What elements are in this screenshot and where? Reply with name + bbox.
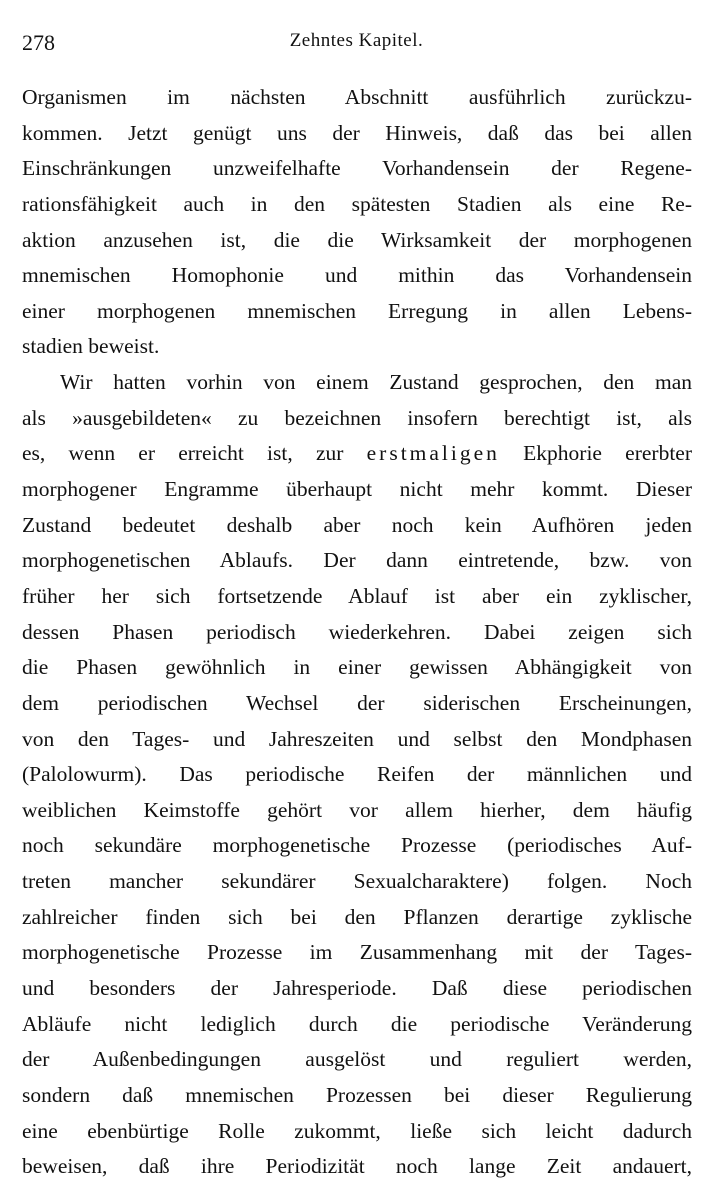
text-line: Wir hatten vorhin von einem Zustand gesprochen, den man [60, 370, 692, 395]
text-line: einer morphogenen mnemischen Erregung in allen Lebens- [22, 298, 692, 323]
text-line: zahlreicher finden sich bei den Pflanzen derartige zyklische [22, 904, 692, 929]
page-number: 278 [22, 30, 55, 55]
text-line: dem periodischen Wechsel der siderischen Erscheinungen, [22, 690, 692, 715]
spaced-emphasis: erstmaligen [366, 441, 500, 466]
text-line: von den Tages- und Jahreszeiten und selbst den Mondphasen [22, 726, 692, 751]
text-line: rationsfähigkeit auch in den spätesten Stadien als eine Re- [22, 191, 692, 216]
text-line: Organismen im nächsten Abschnitt ausführlich zurückzu- [22, 85, 692, 109]
paragraph-1 [22, 80, 692, 365]
text-line-with-emphasis [22, 436, 692, 472]
text-line: morphogenetische Prozesse im Zusammenhang mit der Tages- [22, 940, 692, 965]
text-line: treten mancher sekundärer Sexualcharaktere) folgen. Noch [22, 869, 692, 894]
text-line: (Palolowurm). Das periodische Reifen der männlichen und [22, 762, 692, 787]
text-line: morphogener Engramme überhaupt nicht mehr kommt. Dieser [22, 477, 692, 502]
text-line: eine ebenbürtige Rolle zukommt, ließe sich leicht dadurch [22, 1118, 692, 1143]
text-line: früher her sich fortsetzende Ablauf ist aber ein zyklischer, [22, 583, 692, 608]
line-end: Ekphorie ererbter [499, 441, 692, 466]
text-line: morphogenetischen Ablaufs. Der dann eintretende, bzw. von [22, 548, 692, 573]
text-line: noch sekundäre morphogenetische Prozesse (periodisches Auf- [22, 833, 692, 858]
running-head [22, 30, 691, 60]
text-line: beweisen, daß ihre Periodizität noch lange Zeit andauert, [22, 1154, 692, 1179]
body-text [22, 80, 692, 1185]
text-line: der Außenbedingungen ausgelöst und reguliert werden, [22, 1047, 692, 1072]
text-line: Einschränkungen unzweifelhafte Vorhandensein der Regene- [22, 156, 692, 181]
text-line: Zustand bedeutet deshalb aber noch kein Aufhören jeden [22, 512, 692, 537]
text-line: sondern daß mnemischen Prozessen bei dieser Regulierung [22, 1082, 692, 1107]
text-line: mnemischen Homophonie und mithin das Vorhandensein [22, 263, 692, 288]
text-line: die Phasen gewöhnlich in einer gewissen Abhängigkeit von [22, 655, 692, 680]
text-line: kommen. Jetzt genügt uns der Hinweis, daß das bei allen [22, 120, 692, 145]
paragraph-2 [22, 365, 692, 1185]
text-line: und besonders der Jahresperiode. Daß diese periodischen [22, 976, 692, 1001]
text-line: als »ausgebildeten« zu bezeichnen insofern berechtigt ist, als [22, 405, 692, 430]
text-line: weiblichen Keimstoffe gehört vor allem hierher, dem häufig [22, 797, 692, 822]
line-start: es, wenn er erreicht ist, zur [22, 441, 344, 466]
chapter-title: Zehntes Kapitel. [289, 30, 424, 51]
text-line: aktion anzusehen ist, die die Wirksamkeit der morphogenen [22, 227, 692, 252]
text-line: stadien beweist. [22, 334, 160, 359]
text-line: Abläufe nicht lediglich durch die periodische Veränderung [22, 1011, 692, 1036]
text-line: dessen Phasen periodisch wiederkehren. Dabei zeigen sich [22, 619, 692, 644]
